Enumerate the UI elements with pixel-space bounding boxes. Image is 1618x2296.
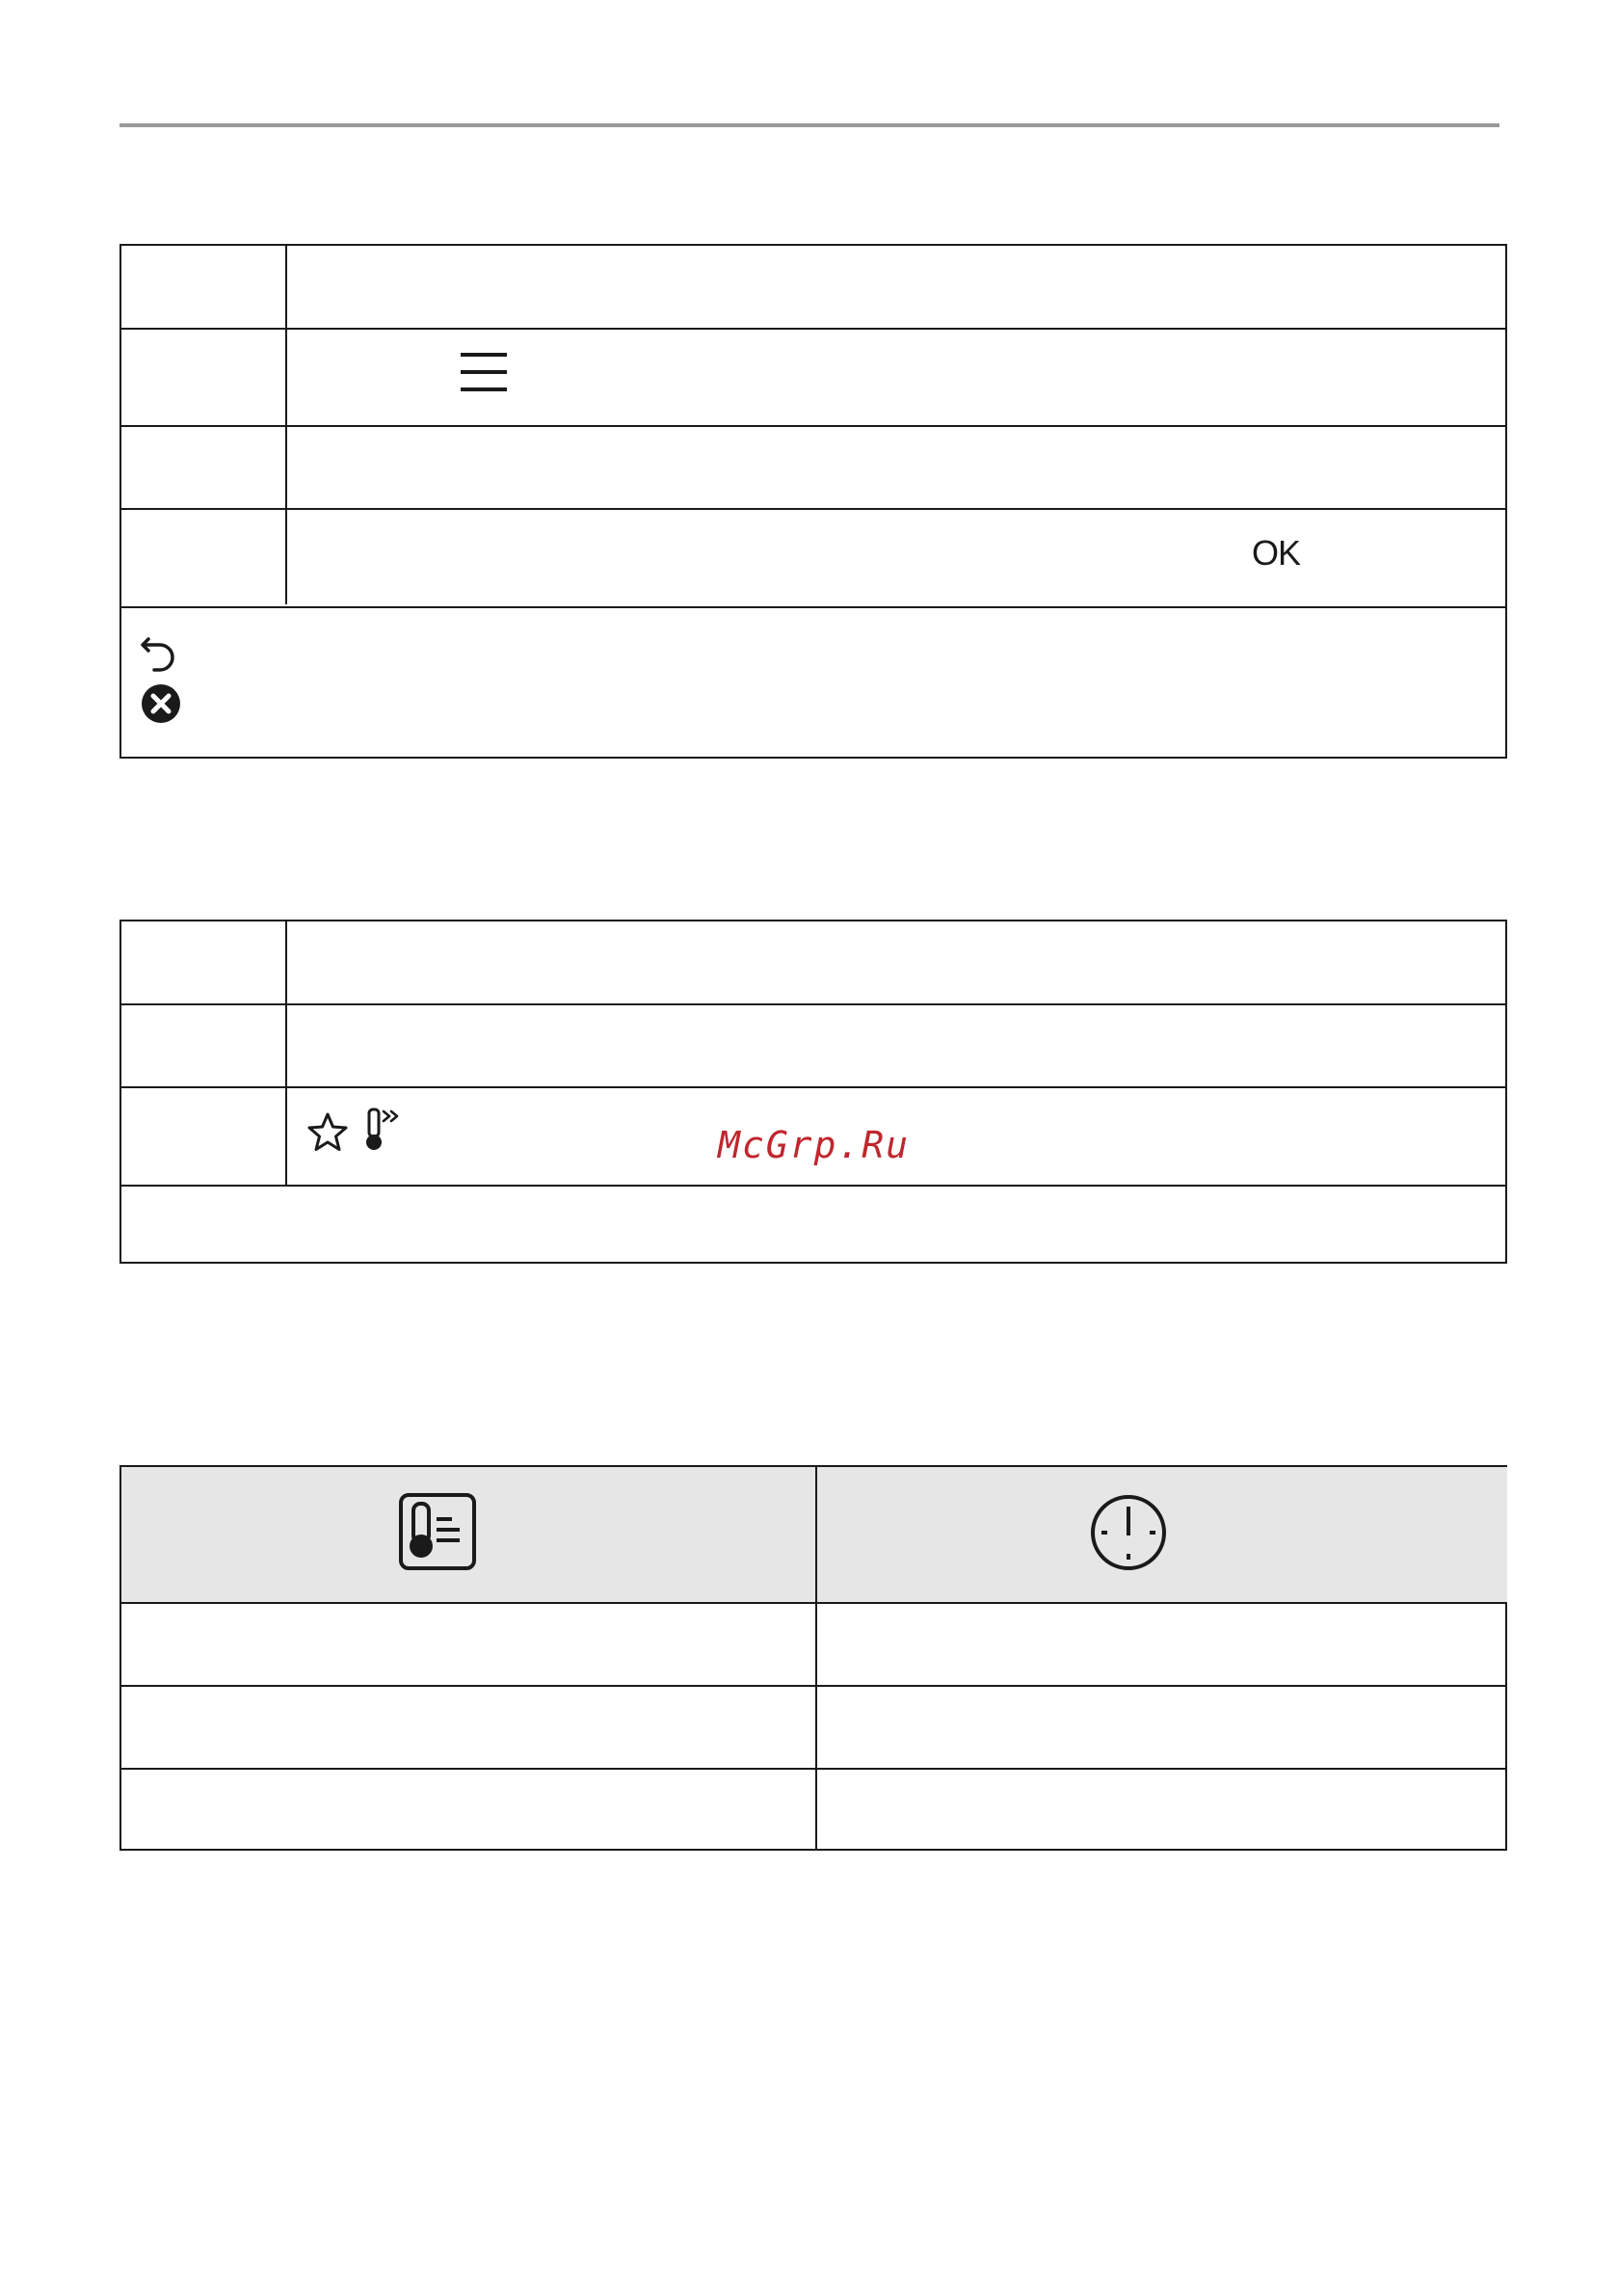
column-divider bbox=[285, 246, 287, 604]
table-row bbox=[121, 246, 1505, 330]
column-divider bbox=[285, 921, 287, 1185]
thermometer-fast-heat-icon bbox=[364, 1106, 407, 1156]
header-cell-left bbox=[121, 1467, 815, 1602]
sensor-time-table bbox=[119, 1465, 1507, 1851]
table-row bbox=[121, 1768, 1505, 1851]
undo-arrow-icon bbox=[141, 631, 177, 678]
close-circle-icon bbox=[141, 683, 181, 728]
table-row bbox=[121, 921, 1505, 1005]
clock-icon bbox=[1089, 1493, 1168, 1576]
table-row bbox=[121, 508, 1505, 606]
table-row bbox=[121, 425, 1505, 509]
steps-table-2 bbox=[119, 920, 1507, 1264]
watermark: McGrp.Ru bbox=[718, 1124, 911, 1166]
table-row bbox=[121, 328, 1505, 425]
table-row bbox=[121, 1685, 1505, 1769]
steps-table-1 bbox=[119, 244, 1507, 759]
food-sensor-thermometer-icon bbox=[398, 1492, 477, 1575]
star-icon bbox=[306, 1111, 349, 1156]
table-row-notes bbox=[121, 606, 1505, 759]
top-rule bbox=[119, 123, 1499, 127]
table-row-notes bbox=[121, 1185, 1505, 1264]
header-cell-right bbox=[817, 1467, 1507, 1602]
table-row bbox=[121, 1003, 1505, 1087]
menu-lines-icon bbox=[461, 351, 509, 399]
column-divider bbox=[815, 1467, 817, 1851]
table-row bbox=[121, 1602, 1505, 1686]
ok-key-label: OK bbox=[1252, 533, 1301, 573]
